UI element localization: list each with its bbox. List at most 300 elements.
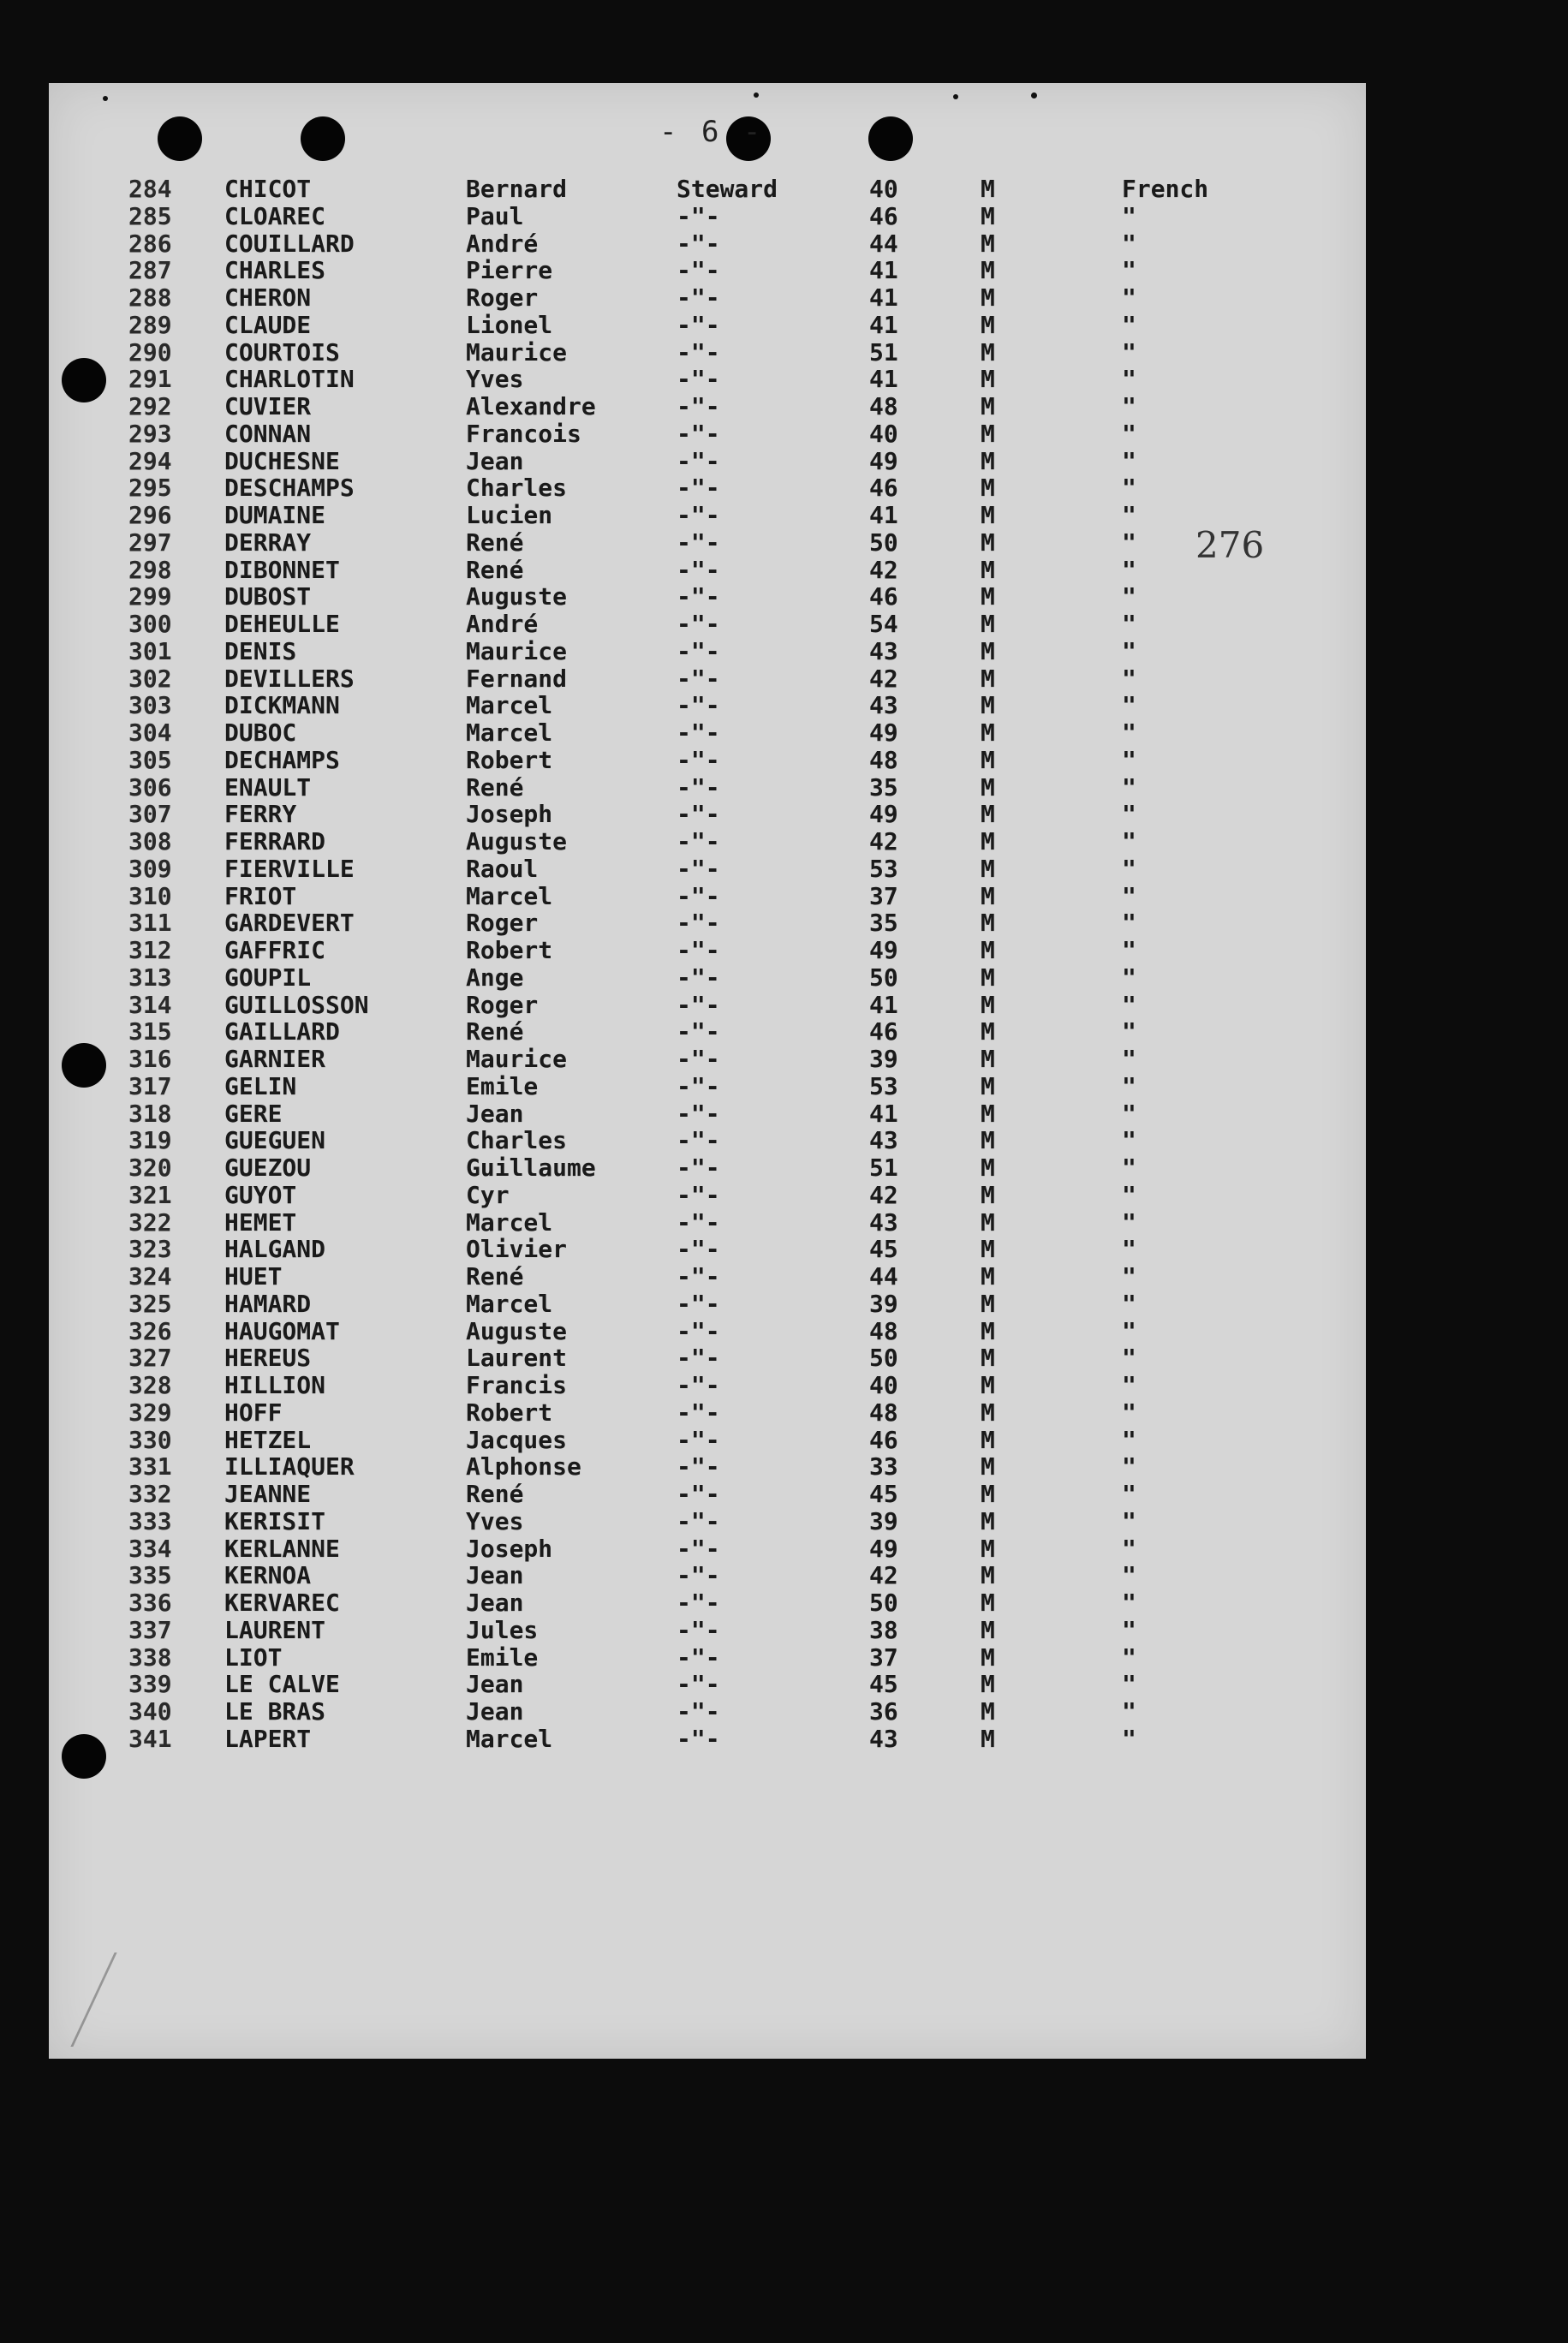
cell-given: Jacques [466, 1425, 568, 1454]
cell-age: 53 [869, 1071, 898, 1100]
cell-surname: CHICOT [224, 175, 312, 203]
cell-given: Marcel [466, 1289, 553, 1318]
cell-num: 334 [128, 1534, 172, 1563]
cell-sex: M [981, 419, 995, 448]
cell-age: 45 [869, 1670, 898, 1699]
cell-surname: GELIN [224, 1071, 297, 1100]
cell-occupation: -"- [677, 1534, 720, 1563]
punch-hole [301, 116, 345, 161]
table-row [0, 529, 1568, 557]
cell-given: Roger [466, 283, 539, 312]
cell-num: 315 [128, 1017, 172, 1046]
cell-num: 292 [128, 392, 172, 420]
cell-occupation: -"- [677, 718, 720, 747]
cell-occupation: -"- [677, 229, 720, 258]
cell-occupation: -"- [677, 881, 720, 910]
cell-given: Olivier [466, 1235, 568, 1264]
cell-sex: M [981, 1534, 995, 1563]
cell-num: 304 [128, 718, 172, 747]
cell-given: Joseph [466, 800, 553, 829]
cell-given: Marcel [466, 1207, 553, 1237]
cell-sex: M [981, 745, 995, 774]
cell-given: Maurice [466, 337, 568, 367]
cell-nationality: " [1122, 446, 1136, 475]
cell-num: 327 [128, 1344, 172, 1373]
cell-given: Marcel [466, 1724, 553, 1753]
cell-num: 308 [128, 827, 172, 856]
cell-given: Francis [466, 1371, 568, 1399]
punch-hole [158, 116, 202, 161]
paper-speck [1031, 92, 1037, 98]
cell-sex: M [981, 229, 995, 258]
table-row [0, 1127, 1568, 1154]
cell-surname: CONNAN [224, 419, 312, 448]
cell-given: Jean [466, 1697, 524, 1726]
cell-sex: M [981, 909, 995, 938]
cell-nationality: " [1122, 1452, 1136, 1482]
cell-given: Robert [466, 936, 553, 964]
cell-num: 322 [128, 1207, 172, 1237]
cell-sex: M [981, 1207, 995, 1237]
cell-nationality: " [1122, 936, 1136, 964]
cell-sex: M [981, 1235, 995, 1264]
cell-occupation: -"- [677, 1452, 720, 1482]
cell-num: 302 [128, 664, 172, 693]
table-row [0, 583, 1568, 611]
cell-num: 306 [128, 772, 172, 802]
table-row [0, 257, 1568, 284]
cell-surname: CUVIER [224, 392, 312, 420]
cell-sex: M [981, 1615, 995, 1644]
cell-surname: GARDEVERT [224, 909, 355, 938]
cell-surname: LAPERT [224, 1724, 312, 1753]
table-row [0, 692, 1568, 719]
cell-num: 314 [128, 990, 172, 1019]
cell-age: 42 [869, 1561, 898, 1590]
cell-nationality: " [1122, 691, 1136, 720]
table-row [0, 1100, 1568, 1128]
cell-occupation: -"- [677, 745, 720, 774]
cell-age: 48 [869, 745, 898, 774]
cell-age: 43 [869, 691, 898, 720]
table-row [0, 909, 1568, 937]
cell-age: 37 [869, 881, 898, 910]
cell-sex: M [981, 1289, 995, 1318]
cell-sex: M [981, 990, 995, 1019]
cell-sex: M [981, 582, 995, 611]
cell-occupation: -"- [677, 610, 720, 638]
cell-surname: DICKMANN [224, 691, 340, 720]
cell-age: 41 [869, 365, 898, 394]
cell-sex: M [981, 664, 995, 693]
cell-nationality: " [1122, 582, 1136, 611]
table-row [0, 611, 1568, 638]
cell-age: 42 [869, 664, 898, 693]
cell-nationality: " [1122, 1289, 1136, 1318]
cell-surname: CHARLOTIN [224, 365, 355, 394]
cell-given: Auguste [466, 1316, 568, 1345]
punch-hole [868, 116, 913, 161]
cell-nationality: " [1122, 1480, 1136, 1508]
cell-occupation: -"- [677, 1235, 720, 1264]
cell-nationality: " [1122, 1154, 1136, 1182]
cell-age: 49 [869, 1534, 898, 1563]
cell-surname: DESCHAMPS [224, 474, 355, 503]
cell-sex: M [981, 1452, 995, 1482]
cell-given: Pierre [466, 256, 553, 285]
cell-occupation: -"- [677, 1398, 720, 1427]
cell-nationality: " [1122, 1724, 1136, 1753]
cell-age: 43 [869, 1126, 898, 1155]
cell-surname: DEVILLERS [224, 664, 355, 693]
cell-given: Ange [466, 963, 524, 992]
cell-sex: M [981, 283, 995, 312]
table-row [0, 1018, 1568, 1046]
cell-sex: M [981, 1398, 995, 1427]
cell-given: Marcel [466, 718, 553, 747]
cell-num: 319 [128, 1126, 172, 1155]
cell-given: Laurent [466, 1344, 568, 1373]
cell-nationality: " [1122, 256, 1136, 285]
cell-age: 44 [869, 229, 898, 258]
cell-surname: GUEZOU [224, 1154, 312, 1182]
cell-given: Lionel [466, 310, 553, 339]
cell-occupation: -"- [677, 1154, 720, 1182]
cell-occupation: -"- [677, 1589, 720, 1617]
cell-age: 37 [869, 1642, 898, 1672]
cell-surname: HAUGOMAT [224, 1316, 340, 1345]
cell-nationality: " [1122, 1697, 1136, 1726]
cell-num: 312 [128, 936, 172, 964]
cell-occupation: -"- [677, 1262, 720, 1291]
cell-age: 40 [869, 175, 898, 203]
cell-given: Cyr [466, 1180, 510, 1209]
page-number: - 6 - [659, 115, 765, 149]
cell-num: 326 [128, 1316, 172, 1345]
cell-nationality: " [1122, 1071, 1136, 1100]
cell-occupation: -"- [677, 909, 720, 938]
cell-occupation: -"- [677, 691, 720, 720]
cell-nationality: " [1122, 1425, 1136, 1454]
table-row [0, 339, 1568, 367]
cell-given: Charles [466, 1126, 568, 1155]
cell-age: 39 [869, 1506, 898, 1535]
cell-occupation: -"- [677, 1697, 720, 1726]
cell-nationality: " [1122, 337, 1136, 367]
cell-surname: LIOT [224, 1642, 283, 1672]
cell-occupation: -"- [677, 664, 720, 693]
table-row [0, 420, 1568, 448]
cell-given: Yves [466, 365, 524, 394]
table-row [0, 1481, 1568, 1508]
cell-age: 46 [869, 1425, 898, 1454]
cell-nationality: " [1122, 201, 1136, 230]
cell-occupation: -"- [677, 1017, 720, 1046]
page-stamp: 276 [1195, 524, 1265, 566]
cell-given: Alexandre [466, 392, 596, 420]
cell-num: 329 [128, 1398, 172, 1427]
cell-occupation: -"- [677, 936, 720, 964]
cell-surname: DUBOC [224, 718, 297, 747]
cell-occupation: -"- [677, 1207, 720, 1237]
cell-surname: GAILLARD [224, 1017, 340, 1046]
cell-surname: HAMARD [224, 1289, 312, 1318]
cell-surname: HETZEL [224, 1425, 312, 1454]
cell-sex: M [981, 1425, 995, 1454]
cell-surname: GERE [224, 1099, 283, 1128]
cell-surname: DUBOST [224, 582, 312, 611]
cell-age: 41 [869, 256, 898, 285]
cell-occupation: -"- [677, 1099, 720, 1128]
cell-sex: M [981, 1371, 995, 1399]
cell-surname: LE BRAS [224, 1697, 326, 1726]
cell-surname: COURTOIS [224, 337, 340, 367]
cell-nationality: " [1122, 745, 1136, 774]
table-row [0, 883, 1568, 910]
cell-occupation: -"- [677, 827, 720, 856]
cell-occupation: -"- [677, 1289, 720, 1318]
cell-given: René [466, 772, 524, 802]
cell-occupation: -"- [677, 772, 720, 802]
cell-age: 35 [869, 909, 898, 938]
cell-occupation: -"- [677, 501, 720, 529]
cell-occupation: -"- [677, 1180, 720, 1209]
cell-sex: M [981, 365, 995, 394]
cell-num: 295 [128, 474, 172, 503]
cell-age: 40 [869, 419, 898, 448]
cell-occupation: -"- [677, 1344, 720, 1373]
cell-nationality: " [1122, 1126, 1136, 1155]
cell-num: 294 [128, 446, 172, 475]
cell-surname: LAURENT [224, 1615, 326, 1644]
cell-sex: M [981, 1561, 995, 1590]
table-row [0, 1046, 1568, 1073]
table-row [0, 1535, 1568, 1563]
cell-given: René [466, 1262, 524, 1291]
cell-sex: M [981, 1344, 995, 1373]
cell-sex: M [981, 474, 995, 503]
cell-given: Robert [466, 745, 553, 774]
cell-surname: DENIS [224, 636, 297, 665]
cell-given: René [466, 1017, 524, 1046]
cell-age: 41 [869, 501, 898, 529]
cell-num: 325 [128, 1289, 172, 1318]
cell-given: André [466, 610, 539, 638]
cell-given: Marcel [466, 691, 553, 720]
cell-nationality: " [1122, 1262, 1136, 1291]
table-row [0, 1644, 1568, 1672]
cell-age: 45 [869, 1235, 898, 1264]
table-row [0, 1427, 1568, 1454]
cell-given: Robert [466, 1398, 553, 1427]
cell-age: 46 [869, 582, 898, 611]
cell-occupation: -"- [677, 419, 720, 448]
cell-num: 296 [128, 501, 172, 529]
cell-given: Emile [466, 1642, 539, 1672]
cell-nationality: " [1122, 909, 1136, 938]
cell-sex: M [981, 1724, 995, 1753]
cell-nationality: " [1122, 501, 1136, 529]
cell-nationality: " [1122, 1235, 1136, 1264]
cell-age: 49 [869, 936, 898, 964]
cell-surname: KERISIT [224, 1506, 326, 1535]
cell-num: 333 [128, 1506, 172, 1535]
cell-occupation: -"- [677, 990, 720, 1019]
cell-sex: M [981, 175, 995, 203]
cell-num: 316 [128, 1045, 172, 1073]
table-row [0, 638, 1568, 665]
cell-age: 39 [869, 1045, 898, 1073]
cell-sex: M [981, 555, 995, 584]
cell-nationality: " [1122, 365, 1136, 394]
cell-surname: ILLIAQUER [224, 1452, 355, 1482]
cell-sex: M [981, 528, 995, 557]
cell-sex: M [981, 691, 995, 720]
cell-sex: M [981, 501, 995, 529]
cell-num: 301 [128, 636, 172, 665]
cell-sex: M [981, 936, 995, 964]
cell-age: 51 [869, 1154, 898, 1182]
cell-num: 337 [128, 1615, 172, 1644]
table-row [0, 1318, 1568, 1345]
cell-occupation: -"- [677, 963, 720, 992]
cell-nationality: " [1122, 1344, 1136, 1373]
table-row [0, 284, 1568, 312]
cell-surname: GOUPIL [224, 963, 312, 992]
cell-occupation: -"- [677, 1371, 720, 1399]
cell-nationality: " [1122, 664, 1136, 693]
cell-occupation: -"- [677, 1045, 720, 1073]
cell-nationality: " [1122, 1670, 1136, 1699]
table-row [0, 1726, 1568, 1753]
cell-occupation: -"- [677, 1126, 720, 1155]
cell-nationality: " [1122, 528, 1136, 557]
cell-sex: M [981, 1670, 995, 1699]
cell-num: 335 [128, 1561, 172, 1590]
cell-surname: FIERVILLE [224, 854, 355, 883]
cell-age: 39 [869, 1289, 898, 1318]
cell-occupation: -"- [677, 446, 720, 475]
cell-num: 338 [128, 1642, 172, 1672]
cell-occupation: -"- [677, 1071, 720, 1100]
cell-age: 41 [869, 1099, 898, 1128]
cell-nationality: " [1122, 1017, 1136, 1046]
cell-occupation: Steward [677, 175, 778, 203]
cell-given: Jean [466, 1561, 524, 1590]
cell-num: 328 [128, 1371, 172, 1399]
table-row [0, 665, 1568, 693]
cell-num: 303 [128, 691, 172, 720]
cell-age: 46 [869, 1017, 898, 1046]
cell-nationality: " [1122, 1316, 1136, 1345]
cell-nationality: " [1122, 283, 1136, 312]
table-row [0, 1671, 1568, 1698]
table-row [0, 1508, 1568, 1535]
cell-given: Jean [466, 1589, 524, 1617]
cell-age: 38 [869, 1615, 898, 1644]
cell-given: Charles [466, 474, 568, 503]
cell-surname: KERLANNE [224, 1534, 340, 1563]
cell-occupation: -"- [677, 392, 720, 420]
table-row [0, 1073, 1568, 1100]
cell-num: 293 [128, 419, 172, 448]
table-row [0, 992, 1568, 1019]
cell-num: 311 [128, 909, 172, 938]
cell-nationality: " [1122, 229, 1136, 258]
cell-surname: DUCHESNE [224, 446, 340, 475]
cell-surname: LE CALVE [224, 1670, 340, 1699]
cell-age: 53 [869, 854, 898, 883]
cell-age: 49 [869, 446, 898, 475]
cell-sex: M [981, 1045, 995, 1073]
cell-occupation: -"- [677, 1480, 720, 1508]
cell-age: 36 [869, 1697, 898, 1726]
cell-nationality: " [1122, 963, 1136, 992]
cell-age: 42 [869, 555, 898, 584]
cell-age: 44 [869, 1262, 898, 1291]
cell-surname: HILLION [224, 1371, 326, 1399]
cell-nationality: " [1122, 1099, 1136, 1128]
cell-nationality: " [1122, 1371, 1136, 1399]
cell-surname: GUILLOSSON [224, 990, 369, 1019]
cell-surname: GUEGUEN [224, 1126, 326, 1155]
cell-sex: M [981, 337, 995, 367]
cell-nationality: " [1122, 881, 1136, 910]
cell-surname: FERRY [224, 800, 297, 829]
cell-num: 291 [128, 365, 172, 394]
cell-nationality: " [1122, 800, 1136, 829]
table-row [0, 366, 1568, 393]
cell-surname: KERVAREC [224, 1589, 340, 1617]
cell-nationality: " [1122, 990, 1136, 1019]
table-row [0, 312, 1568, 339]
cell-age: 41 [869, 310, 898, 339]
cell-occupation: -"- [677, 582, 720, 611]
cell-sex: M [981, 636, 995, 665]
cell-surname: GARNIER [224, 1045, 326, 1073]
cell-sex: M [981, 310, 995, 339]
cell-surname: FERRARD [224, 827, 326, 856]
cell-sex: M [981, 201, 995, 230]
paper-speck [103, 96, 108, 101]
cell-given: Roger [466, 909, 539, 938]
cell-age: 43 [869, 1207, 898, 1237]
table-row [0, 393, 1568, 420]
cell-num: 309 [128, 854, 172, 883]
cell-nationality: " [1122, 474, 1136, 503]
cell-nationality: " [1122, 419, 1136, 448]
cell-age: 49 [869, 718, 898, 747]
table-row [0, 1182, 1568, 1209]
cell-given: Auguste [466, 827, 568, 856]
cell-given: André [466, 229, 539, 258]
cell-surname: DEHEULLE [224, 610, 340, 638]
cell-num: 341 [128, 1724, 172, 1753]
cell-nationality: " [1122, 1045, 1136, 1073]
cell-nationality: " [1122, 1506, 1136, 1535]
cell-sex: M [981, 610, 995, 638]
cell-nationality: " [1122, 772, 1136, 802]
cell-num: 287 [128, 256, 172, 285]
cell-sex: M [981, 1126, 995, 1155]
table-row [0, 1236, 1568, 1263]
cell-sex: M [981, 446, 995, 475]
cell-given: Emile [466, 1071, 539, 1100]
cell-num: 324 [128, 1262, 172, 1291]
table-row [0, 1399, 1568, 1427]
cell-sex: M [981, 1316, 995, 1345]
cell-occupation: -"- [677, 201, 720, 230]
